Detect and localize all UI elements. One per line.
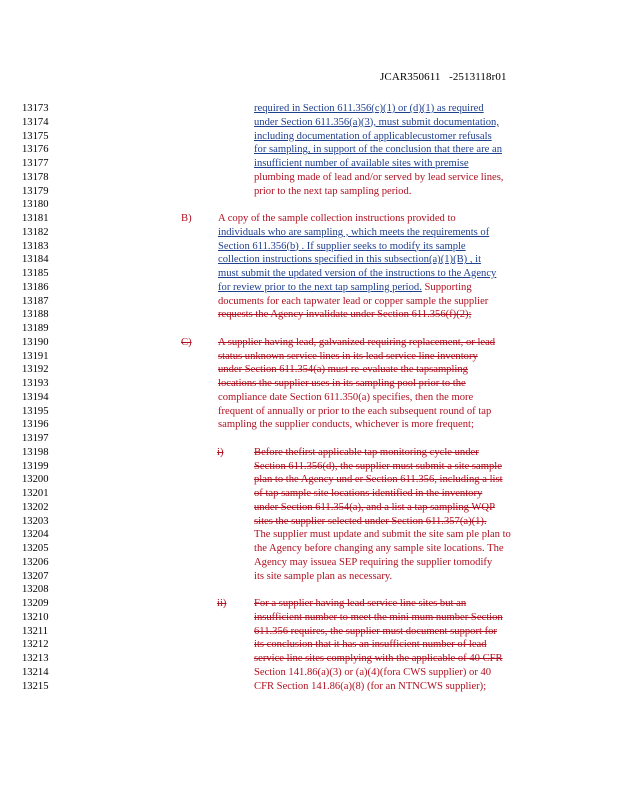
line-number: 13192 [22,364,49,376]
subsection-label: ii) [217,598,227,609]
document-line [0,322,618,336]
document-line [0,501,618,515]
line-number: 13189 [22,323,49,334]
body-text: plumbing made of lead and/or served by lead service lines, [254,171,504,183]
inserted-text: including documentation of applicablecustomer refusals [254,130,492,142]
document-line [0,267,618,281]
line-number: 13208 [22,584,49,596]
line-text [254,171,503,185]
document-line [0,680,618,694]
line-text [218,267,496,281]
inserted-text: insufficient number of available sites with premise [254,158,469,169]
body-text: frequent of annually or prior to the each subsequent round of tap [218,405,492,417]
document-line [0,515,618,529]
body-text: prior to the next tap sampling period. [254,185,412,197]
body-text: compliance date Section 611.350(a) specifies, then the more [218,391,474,403]
line-number: 13193 [22,378,49,389]
deleted-text: under Section 611.354(a), and a list a tap sampling WQP [254,501,495,513]
inserted-text: under Section 611.356(a)(3), must submit documentation, [254,116,499,128]
line-number: 13196 [22,419,49,431]
line-text [254,446,479,460]
line-text [218,405,491,419]
document-line [0,597,618,611]
document-line [0,625,618,639]
document-version: -2513118r01 [449,71,507,83]
line-text [218,377,466,391]
document-line [0,363,618,377]
document-line [0,570,618,584]
line-number: 13211 [22,625,49,637]
document-line [0,308,618,322]
document-line [0,212,618,226]
line-number: 13183 [22,240,49,252]
document-line [0,418,618,432]
line-text [254,611,503,625]
line-number: 13194 [22,391,49,403]
document-line [0,487,618,501]
line-number: 13214 [22,666,49,678]
line-number: 13209 [22,598,49,609]
deleted-text: service line sites complying with the applicable of 40 CFR [254,653,503,664]
document-line [0,295,618,309]
line-number: 13182 [22,226,49,238]
deleted-text: A supplier having lead, galvanized requiring replacement, or lead [218,336,496,348]
line-text [254,460,502,474]
subsection-label: C) [181,336,192,348]
document-line [0,432,618,446]
line-number: 13185 [22,268,49,279]
deleted-text: Section 611.356(d), the supplier must submit a site sample [254,460,502,472]
line-text [254,116,499,130]
line-number: 13186 [22,281,49,293]
deleted-text: requests the Agency invalidate under Section 611.356(f)(2); [218,309,472,321]
document-line [0,460,618,474]
line-number: 13177 [22,158,49,169]
subsection-label: i) [217,446,224,458]
line-text [254,638,487,652]
line-number: 13198 [22,446,49,458]
line-text [254,556,492,570]
line-text [254,597,466,611]
document-line [0,336,618,350]
inserted-text: individuals who are sampling , which meets the requirements of [218,226,490,238]
line-text [254,625,497,639]
line-number: 13178 [22,171,49,183]
line-number: 13215 [22,680,49,692]
document-line [0,157,618,171]
document-line [0,102,618,116]
body-text: the Agency before changing any sample site locations. The [254,543,504,554]
document-id: JCAR350611 [380,71,441,83]
deleted-text: under Section 611.354(a) must re-evaluate the tapsampling [218,364,468,376]
line-text [218,295,488,309]
document-header [380,71,507,83]
line-text [254,102,484,116]
deleted-text: its conclusion that it has an insufficient number of lead [254,639,487,651]
line-text [218,363,468,377]
body-text: documents for each tapwater lead or copper sample the supplier [218,295,489,307]
document-line [0,542,618,556]
line-number: 13204 [22,529,49,541]
line-number: 13195 [22,405,49,417]
body-text: Agency may issuea SEP requiring the supplier tomodify [254,556,493,568]
body-text: sampling the supplier conducts, whichever is more frequent; [218,419,474,431]
line-number: 13173 [22,103,49,114]
line-text [218,281,472,295]
inserted-text: for review prior to the next tap sampling period. [218,281,422,293]
line-number: 13175 [22,130,49,142]
line-number: 13187 [22,295,49,307]
line-number: 13203 [22,515,49,527]
line-number: 13180 [22,199,49,211]
document-line [0,652,618,666]
document-line [0,405,618,419]
inserted-text: required in Section 611.356(c)(1) or (d)(1) as required [254,103,484,114]
line-text [254,666,491,680]
line-number: 13202 [22,501,49,513]
line-text [254,157,469,171]
line-text [254,130,492,144]
line-text [254,473,503,487]
body-text: The supplier must update and submit the site sam ple plan to [254,529,511,541]
document-line [0,666,618,680]
document-line [0,130,618,144]
document-line [0,185,618,199]
document-line [0,377,618,391]
line-text [254,528,511,542]
line-text [218,212,456,226]
body-text: Supporting [421,281,472,293]
inserted-text: must submit the updated version of the instructions to the Agency [218,268,497,279]
line-text [254,652,503,666]
line-text [218,391,473,405]
document-line [0,198,618,212]
line-text [218,308,472,322]
deleted-text: Before thefirst applicable tap monitoring cycle under [254,446,479,458]
body-text: its site sample plan as necessary. [254,570,393,582]
line-number: 13197 [22,433,49,444]
body-text: A copy of the sample collection instructions provided to [218,213,456,224]
document-line [0,638,618,652]
line-text [218,240,466,254]
line-number: 13179 [22,185,49,197]
inserted-text: for sampling, in support of the conclusion that there are an [254,144,503,156]
deleted-text: plan to the Agency und er Section 611.356, including a list [254,474,503,486]
line-text [254,487,482,501]
document-line [0,143,618,157]
document-line [0,473,618,487]
deleted-text: sites the supplier selected under Section 611.357(a)(1). [254,515,487,527]
deleted-text: locations the supplier uses in its sampling pool prior to the [218,378,466,389]
document-line [0,253,618,267]
line-number: 13201 [22,488,49,499]
subsection-label: B) [181,213,192,224]
line-number: 13174 [22,116,49,128]
document-line [0,446,618,460]
deleted-text: insufficient number to meet the mini mum number Section [254,611,503,623]
line-number: 13206 [22,556,49,568]
document-line [0,171,618,185]
line-text [218,253,481,267]
body-text: Section 141.86(a)(3) or (a)(4)(fora CWS supplier) or 40 [254,666,492,678]
line-text [218,336,495,350]
line-text [254,515,487,529]
line-number: 13184 [22,254,49,266]
line-number: 13207 [22,570,49,582]
document-line [0,556,618,570]
line-number: 13213 [22,653,49,664]
line-number: 13190 [22,336,49,348]
line-number: 13191 [22,350,49,362]
deleted-text: 611.356 requires, the supplier must document support for [254,625,497,637]
line-text [218,226,489,240]
document-line [0,116,618,130]
line-text [218,418,474,432]
line-text [254,570,392,584]
document-line [0,583,618,597]
line-text [254,185,411,199]
document-line [0,528,618,542]
line-number: 13199 [22,460,49,472]
document-line [0,240,618,254]
inserted-text: Section 611.356(b) . If supplier seeks to modify its sample [218,240,466,252]
deleted-text: status unknown service lines in its lead service line inventory [218,350,478,362]
line-number: 13188 [22,309,49,321]
line-text [254,542,504,556]
document-line [0,226,618,240]
line-number: 13200 [22,474,49,486]
document-line [0,391,618,405]
line-number: 13181 [22,213,49,224]
inserted-text: collection instructions specified in this subsection(a)(1)(B) , it [218,254,482,266]
document-line [0,281,618,295]
document-line [0,611,618,625]
document-line [0,350,618,364]
body-text: CFR Section 141.86(a)(8) (for an NTNCWS supplier); [254,680,487,692]
deleted-text: of tap sample site locations identified in the inventory [254,488,483,499]
line-number: 13212 [22,639,49,651]
line-text [254,143,502,157]
line-number: 13205 [22,543,49,554]
line-number: 13176 [22,144,49,156]
deleted-text: For a supplier having lead service line sites but an [254,598,467,609]
line-number: 13210 [22,611,49,623]
line-text [254,501,495,515]
line-text [218,350,478,364]
line-text [254,680,486,694]
